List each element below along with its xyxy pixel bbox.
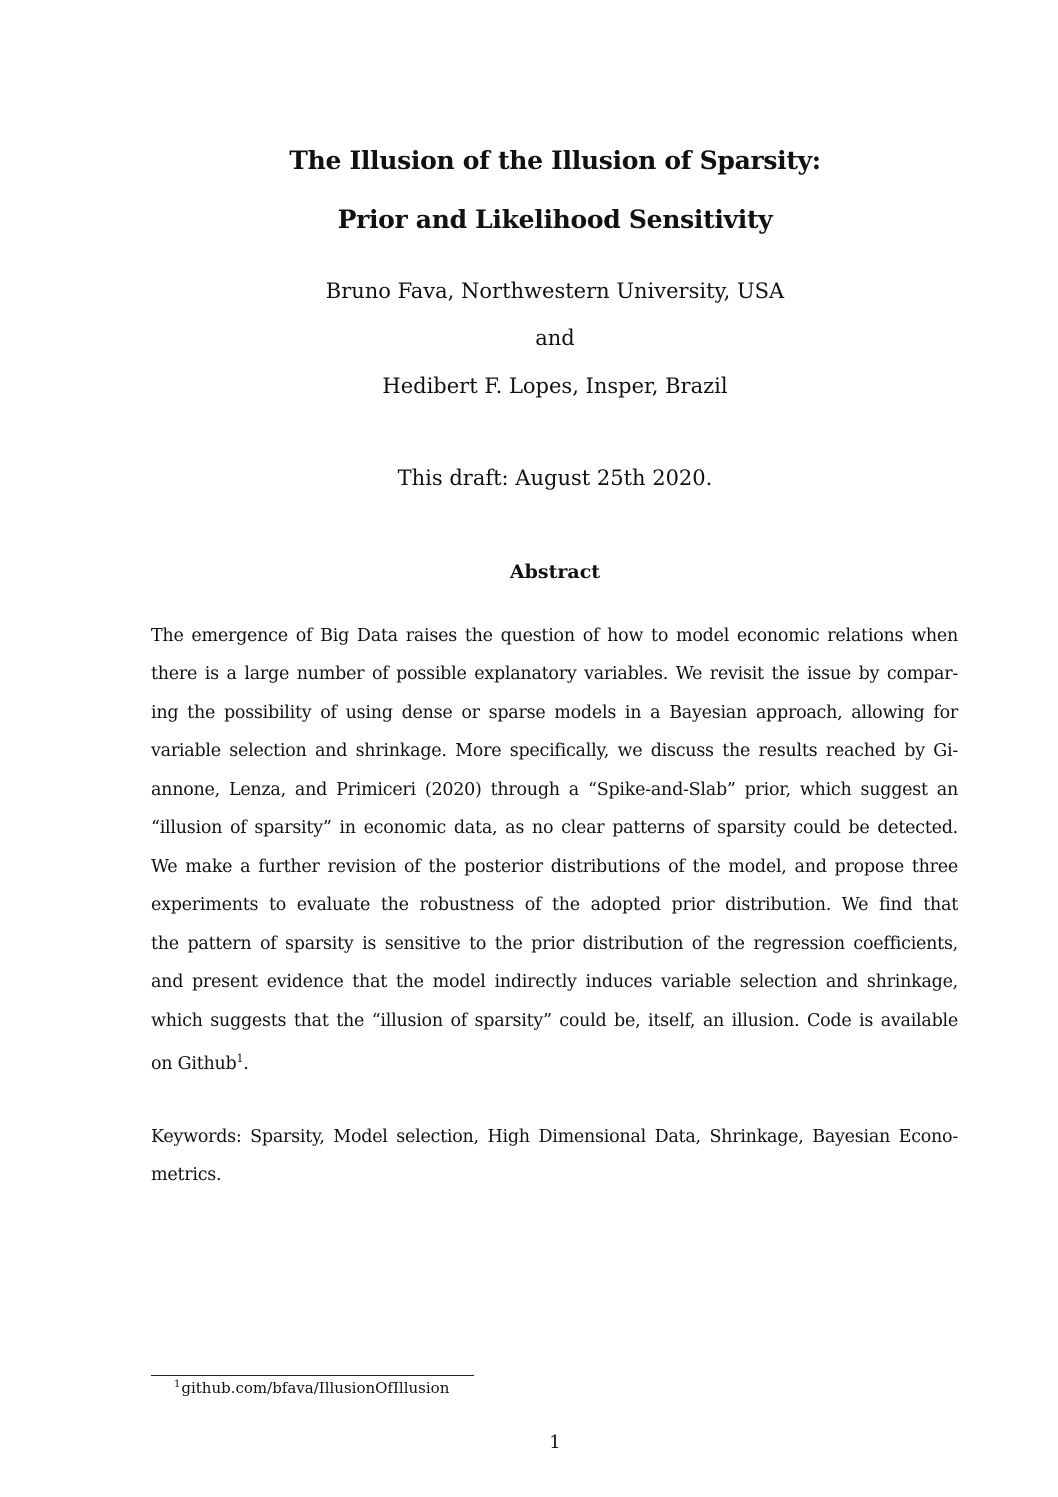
abstract-line: We make a further revision of the posterior distributions of the model, and propose three (151, 857, 958, 877)
abstract-line: ing the possibility of using dense or sparse models in a Bayesian approach, allowing for (151, 703, 958, 723)
author-1: Bruno Fava, Northwestern University, USA (325, 279, 785, 303)
footnote (174, 1379, 449, 1397)
abstract-line: there is a large number of possible explanatory variables. We revisit the issue by compar- (151, 664, 958, 684)
title-line-2: Prior and Likelihood Sensitivity (337, 205, 773, 234)
abstract-line: “illusion of sparsity” in economic data, as no clear patterns of sparsity could be detected. (151, 818, 958, 838)
abstract-line: annone, Lenza, and Primiceri (2020) through a “Spike-and-Slab” prior, which suggest an (151, 780, 958, 800)
abstract-line: the pattern of sparsity is sensitive to the prior distribution of the regression coefficients, (151, 934, 958, 954)
abstract-line: The emergence of Big Data raises the question of how to model economic relations when (151, 626, 958, 646)
abstract-last-line-end: . (243, 1054, 249, 1074)
keywords-line-1: Keywords: Sparsity, Model selection, High Dimensional Data, Shrinkage, Bayesian Econo- (151, 1127, 958, 1147)
keywords-line-2: metrics. (151, 1165, 222, 1185)
abstract-line: and present evidence that the model indirectly induces variable selection and shrinkage, (151, 972, 958, 992)
footnote-reference-marker[interactable]: 1 (236, 1052, 244, 1065)
draft-date: This draft: August 25th 2020. (397, 466, 713, 490)
author-2: Hedibert F. Lopes, Insper, Brazil (382, 374, 728, 398)
abstract-line: variable selection and shrinkage. More specifically, we discuss the results reached by Gi- (151, 741, 958, 761)
abstract-last-line-text: on Github (151, 1054, 237, 1074)
abstract-heading: Abstract (509, 561, 601, 583)
footnote-link[interactable]: github.com/bfava/IllusionOfIllusion (181, 1379, 450, 1397)
title-line-1: The Illusion of the Illusion of Sparsity: (289, 146, 821, 175)
page-number: 1 (549, 1432, 561, 1453)
abstract-last-line (151, 1048, 958, 1075)
footnote-divider (151, 1375, 474, 1376)
footnote-marker: 1 (174, 1379, 181, 1390)
abstract-line: which suggests that the “illusion of sparsity” could be, itself, an illusion. Code is available (151, 1011, 958, 1031)
abstract-line: experiments to evaluate the robustness of the adopted prior distribution. We find that (151, 895, 958, 915)
author-conjunction: and (535, 326, 575, 350)
